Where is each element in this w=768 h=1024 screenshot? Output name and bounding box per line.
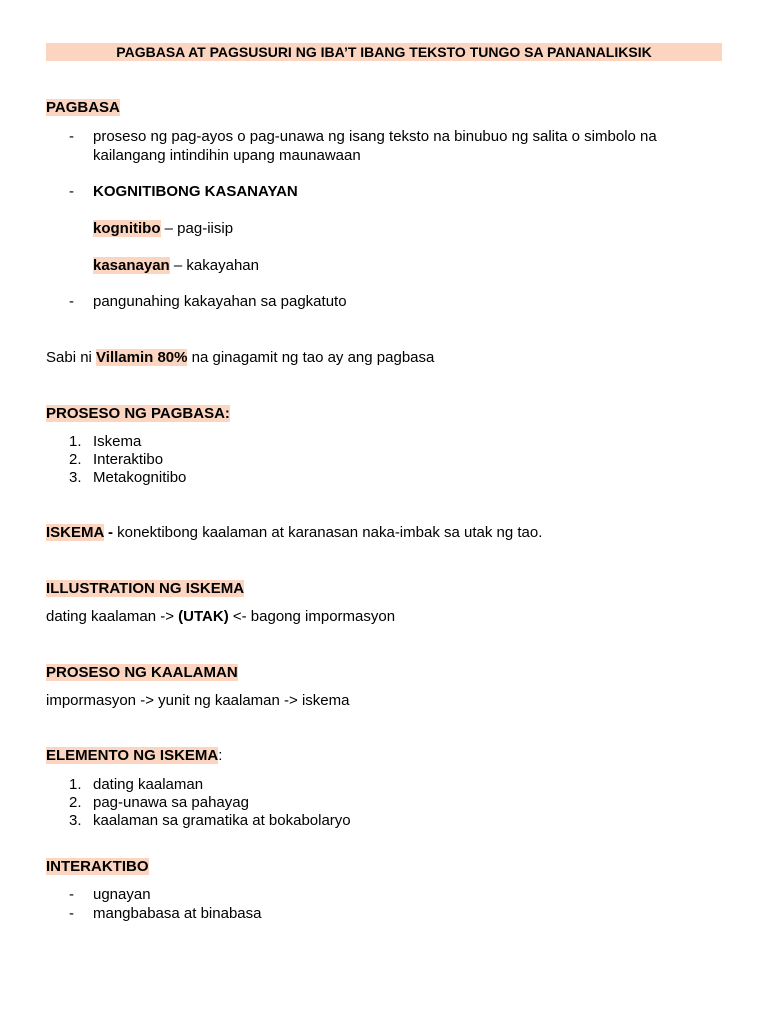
heading-text: PROSESO NG KAALAMAN xyxy=(46,664,238,681)
term-definition: – kakayahan xyxy=(169,257,259,274)
section-heading-illustration xyxy=(46,579,244,598)
list-number: 3. xyxy=(69,812,82,829)
term-iskema: ISKEMA xyxy=(46,524,104,541)
list-item: dating kaalaman xyxy=(93,776,204,793)
list-item: mangbabasa at binabasa xyxy=(93,905,262,922)
illustration-text xyxy=(46,607,395,626)
definition-kasanayan xyxy=(93,256,259,275)
bullet-text-line2: kailangang intindihin upang maunawaan xyxy=(93,147,361,164)
section-heading-elemento xyxy=(46,746,222,765)
bullet-dash: - xyxy=(69,886,74,903)
heading-text: ELEMENTO NG ISKEMA xyxy=(46,747,219,764)
illustration-pre: dating kaalaman -> xyxy=(46,608,179,625)
villamin-post: na ginagamit ng tao ay ang pagbasa xyxy=(187,349,435,366)
document-title: PAGBASA AT PAGSUSURI NG IBA’T IBANG TEKSTO TUNGO SA PANANALIKSIK xyxy=(46,43,722,61)
section-heading-proseso-ng-pagbasa xyxy=(46,404,230,423)
term-separator: - xyxy=(103,524,118,541)
section-heading-proseso-ng-kaalaman xyxy=(46,663,238,682)
section-heading-pagbasa xyxy=(46,98,120,117)
illustration-post: <- bagong impormasyon xyxy=(228,608,396,625)
list-number: 2. xyxy=(69,794,82,811)
illustration-utak: (UTAK) xyxy=(178,608,229,625)
list-number: 3. xyxy=(69,469,82,486)
definition-kognitibo xyxy=(93,219,233,238)
list-item: kaalaman sa gramatika at bokabolaryo xyxy=(93,812,351,829)
bullet-dash: - xyxy=(69,128,74,145)
bullet-text-line1: proseso ng pag-ayos o pag-unawa ng isang teksto na binubuo ng salita o simbolo na xyxy=(93,128,657,145)
heading-colon: : xyxy=(218,747,223,764)
heading-text: INTERAKTIBO xyxy=(46,858,149,875)
list-number: 1. xyxy=(69,433,82,450)
villamin-highlight: Villamin 80% xyxy=(96,349,188,366)
bullet-kognitibong-kasanayan: KOGNITIBONG KASANAYAN xyxy=(93,183,298,200)
iskema-definition xyxy=(46,523,542,542)
heading-text: ILLUSTRATION NG ISKEMA xyxy=(46,580,245,597)
iskema-def-text: konektibong kaalaman at karanasan naka-imbak sa utak ng tao. xyxy=(117,524,543,541)
bullet-text: pangunahing kakayahan sa pagkatuto xyxy=(93,293,347,310)
villamin-paragraph xyxy=(46,348,434,367)
bullet-dash: - xyxy=(69,905,74,922)
term-kognitibo: kognitibo xyxy=(93,220,161,237)
list-item: ugnayan xyxy=(93,886,151,903)
heading-text: PAGBASA xyxy=(46,99,120,116)
list-item: Iskema xyxy=(93,433,142,450)
list-number: 1. xyxy=(69,776,82,793)
section-heading-interaktibo xyxy=(46,857,149,876)
list-item: pag-unawa sa pahayag xyxy=(93,794,249,811)
list-item: Interaktibo xyxy=(93,451,164,468)
heading-text: PROSESO NG PAGBASA: xyxy=(46,405,230,422)
villamin-pre: Sabi ni xyxy=(46,349,97,366)
list-number: 2. xyxy=(69,451,82,468)
term-kasanayan: kasanayan xyxy=(93,257,170,274)
term-definition: – pag-iisip xyxy=(160,220,234,237)
bullet-dash: - xyxy=(69,183,74,200)
kaalaman-text: impormasyon -> yunit ng kaalaman -> iskema xyxy=(46,692,350,709)
list-item: Metakognitibo xyxy=(93,469,187,486)
bullet-dash: - xyxy=(69,293,74,310)
